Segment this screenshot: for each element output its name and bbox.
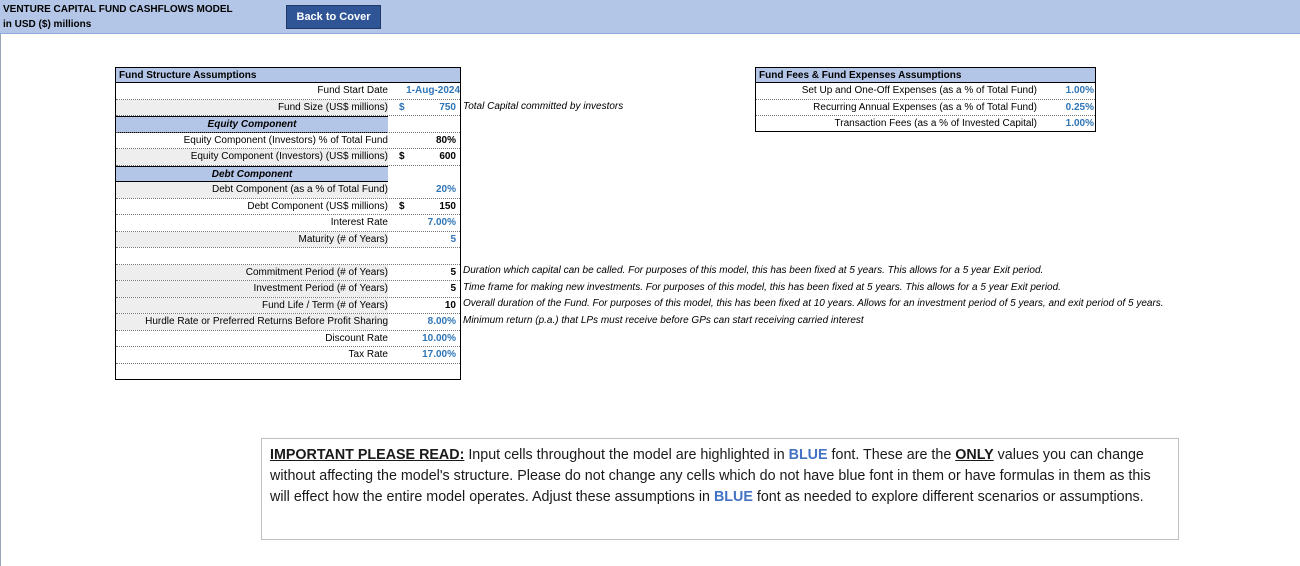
back-to-cover-button[interactable]: Back to Cover [286, 5, 381, 29]
header-banner [0, 0, 1300, 34]
equity-pct-value: 80% [435, 134, 456, 146]
notice-text-4: font as needed to explore different scenarios or assumptions. [752, 489, 1144, 505]
notice-blue-2: BLUE [713, 489, 753, 505]
fund-start-date-label: Fund Start Date [317, 85, 388, 96]
transaction-fees-label: Transaction Fees (as a % of Invested Capital) [834, 118, 1037, 129]
transaction-fees-value[interactable]: 1.00% [1065, 118, 1094, 129]
debt-pct-label: Debt Component (as a % of Total Fund) [211, 184, 388, 195]
interest-rate-value[interactable]: 7.00% [427, 217, 456, 228]
row-fund-life [116, 298, 460, 315]
row-maturity [116, 232, 460, 249]
row-fund-size [116, 100, 460, 117]
fund-structure-table [115, 67, 461, 380]
fund-size-label: Fund Size (US$ millions) [277, 101, 388, 113]
commitment-period-label: Commitment Period (# of Years) [245, 266, 388, 278]
row-commitment-period [116, 265, 460, 282]
setup-expenses-label: Set Up and One-Off Expenses (as a % of Total Fund) [801, 85, 1037, 96]
hurdle-rate-note: Minimum return (p.a.) that LPs must receive before GPs can start receiving carried interest [463, 314, 864, 326]
row-interest-rate [116, 215, 460, 232]
equity-component-header: Equity Component [116, 116, 388, 133]
debt-amount-currency: $ [399, 200, 405, 212]
fund-life-value: 10 [444, 299, 456, 311]
hurdle-rate-value[interactable]: 8.00% [427, 316, 456, 327]
fund-size-note: Total Capital committed by investors [463, 101, 624, 112]
debt-amount-label: Debt Component (US$ millions) [247, 200, 388, 212]
interest-rate-label: Interest Rate [330, 217, 388, 228]
setup-expenses-value[interactable]: 1.00% [1065, 85, 1094, 96]
maturity-value[interactable]: 5 [450, 233, 456, 245]
notice-blue-1: BLUE [788, 447, 828, 463]
tax-rate-label: Tax Rate [348, 349, 388, 360]
row-fund-start-date [116, 83, 460, 100]
discount-rate-value[interactable]: 10.00% [422, 332, 456, 344]
row-transaction-fees [756, 116, 1095, 133]
commitment-period-note: Duration which capital can be called. For purposes of this model, this has been fixed at 5 years. This allows for a 5 year Exit period. [463, 265, 1044, 276]
row-investment-period [116, 281, 460, 298]
fund-size-value[interactable]: 750 [439, 101, 456, 113]
equity-amount-label: Equity Component (Investors) (US$ millions) [190, 151, 388, 162]
fund-fees-title: Fund Fees & Fund Expenses Assumptions [756, 68, 1095, 83]
debt-component-header: Debt Component [116, 166, 388, 183]
hurdle-rate-label: Hurdle Rate or Preferred Returns Before Profit Sharing [145, 316, 388, 327]
model-title: VENTURE CAPITAL FUND CASHFLOWS MODEL [3, 4, 233, 15]
discount-rate-label: Discount Rate [325, 332, 388, 344]
fund-structure-title: Fund Structure Assumptions [116, 68, 460, 83]
equity-pct-label: Equity Component (Investors) % of Total Fund [183, 134, 388, 146]
notice-text-3: values you can change without affecting the model's structure. Please do not change any cells which do not have blue font in them or have formulas in them as this will effect how the entire model operates. Adjust these assumptions in [270, 447, 1151, 505]
fund-life-label: Fund Life / Term (# of Years) [262, 299, 388, 311]
row-hurdle-rate [116, 314, 460, 331]
row-discount-rate [116, 331, 460, 348]
row-recurring-expenses [756, 100, 1095, 117]
fund-fees-table [755, 67, 1096, 132]
row-setup-expenses [756, 83, 1095, 100]
notice-only: ONLY [955, 447, 994, 463]
tax-rate-value[interactable]: 17.00% [422, 349, 456, 360]
equity-amount-value: 600 [439, 151, 456, 162]
row-debt-pct [116, 182, 460, 199]
commitment-period-value: 5 [450, 266, 456, 278]
debt-pct-value[interactable]: 20% [435, 184, 456, 195]
notice-text-2: font. These are the [827, 447, 956, 463]
notice-text-1: Input cells throughout the model are highlighted in [464, 447, 789, 463]
investment-period-value: 5 [450, 283, 456, 294]
investment-period-note: Time frame for making new investments. For purposes of this model, this has been fixed at 5 years. This allows for a 5 year Exit period. [463, 281, 1061, 293]
equity-amount-currency: $ [399, 151, 405, 162]
row-debt-amount [116, 199, 460, 216]
row-equity-pct [116, 133, 460, 150]
fund-start-date-value[interactable]: 1-Aug-2024 [406, 85, 460, 96]
maturity-label: Maturity (# of Years) [298, 233, 388, 245]
model-units: in USD ($) millions [3, 19, 92, 30]
fund-size-currency: $ [399, 101, 405, 113]
recurring-expenses-value[interactable]: 0.25% [1065, 101, 1094, 113]
row-tax-rate [116, 347, 460, 364]
row-blank [116, 248, 460, 265]
row-equity-header-blank [116, 116, 460, 133]
sheet-left-edge [0, 0, 1, 566]
notice-lead: IMPORTANT PLEASE READ: [270, 447, 465, 463]
debt-amount-value: 150 [439, 200, 456, 212]
row-equity-amount [116, 149, 460, 166]
fund-life-note: Overall duration of the Fund. For purposes of this model, this has been fixed at 10 years. Allows for an investment period of 5 years, and exit period of 5 years. [463, 298, 1164, 309]
important-notice [261, 438, 1179, 540]
recurring-expenses-label: Recurring Annual Expenses (as a % of Total Fund) [813, 101, 1037, 113]
investment-period-label: Investment Period (# of Years) [253, 283, 388, 294]
